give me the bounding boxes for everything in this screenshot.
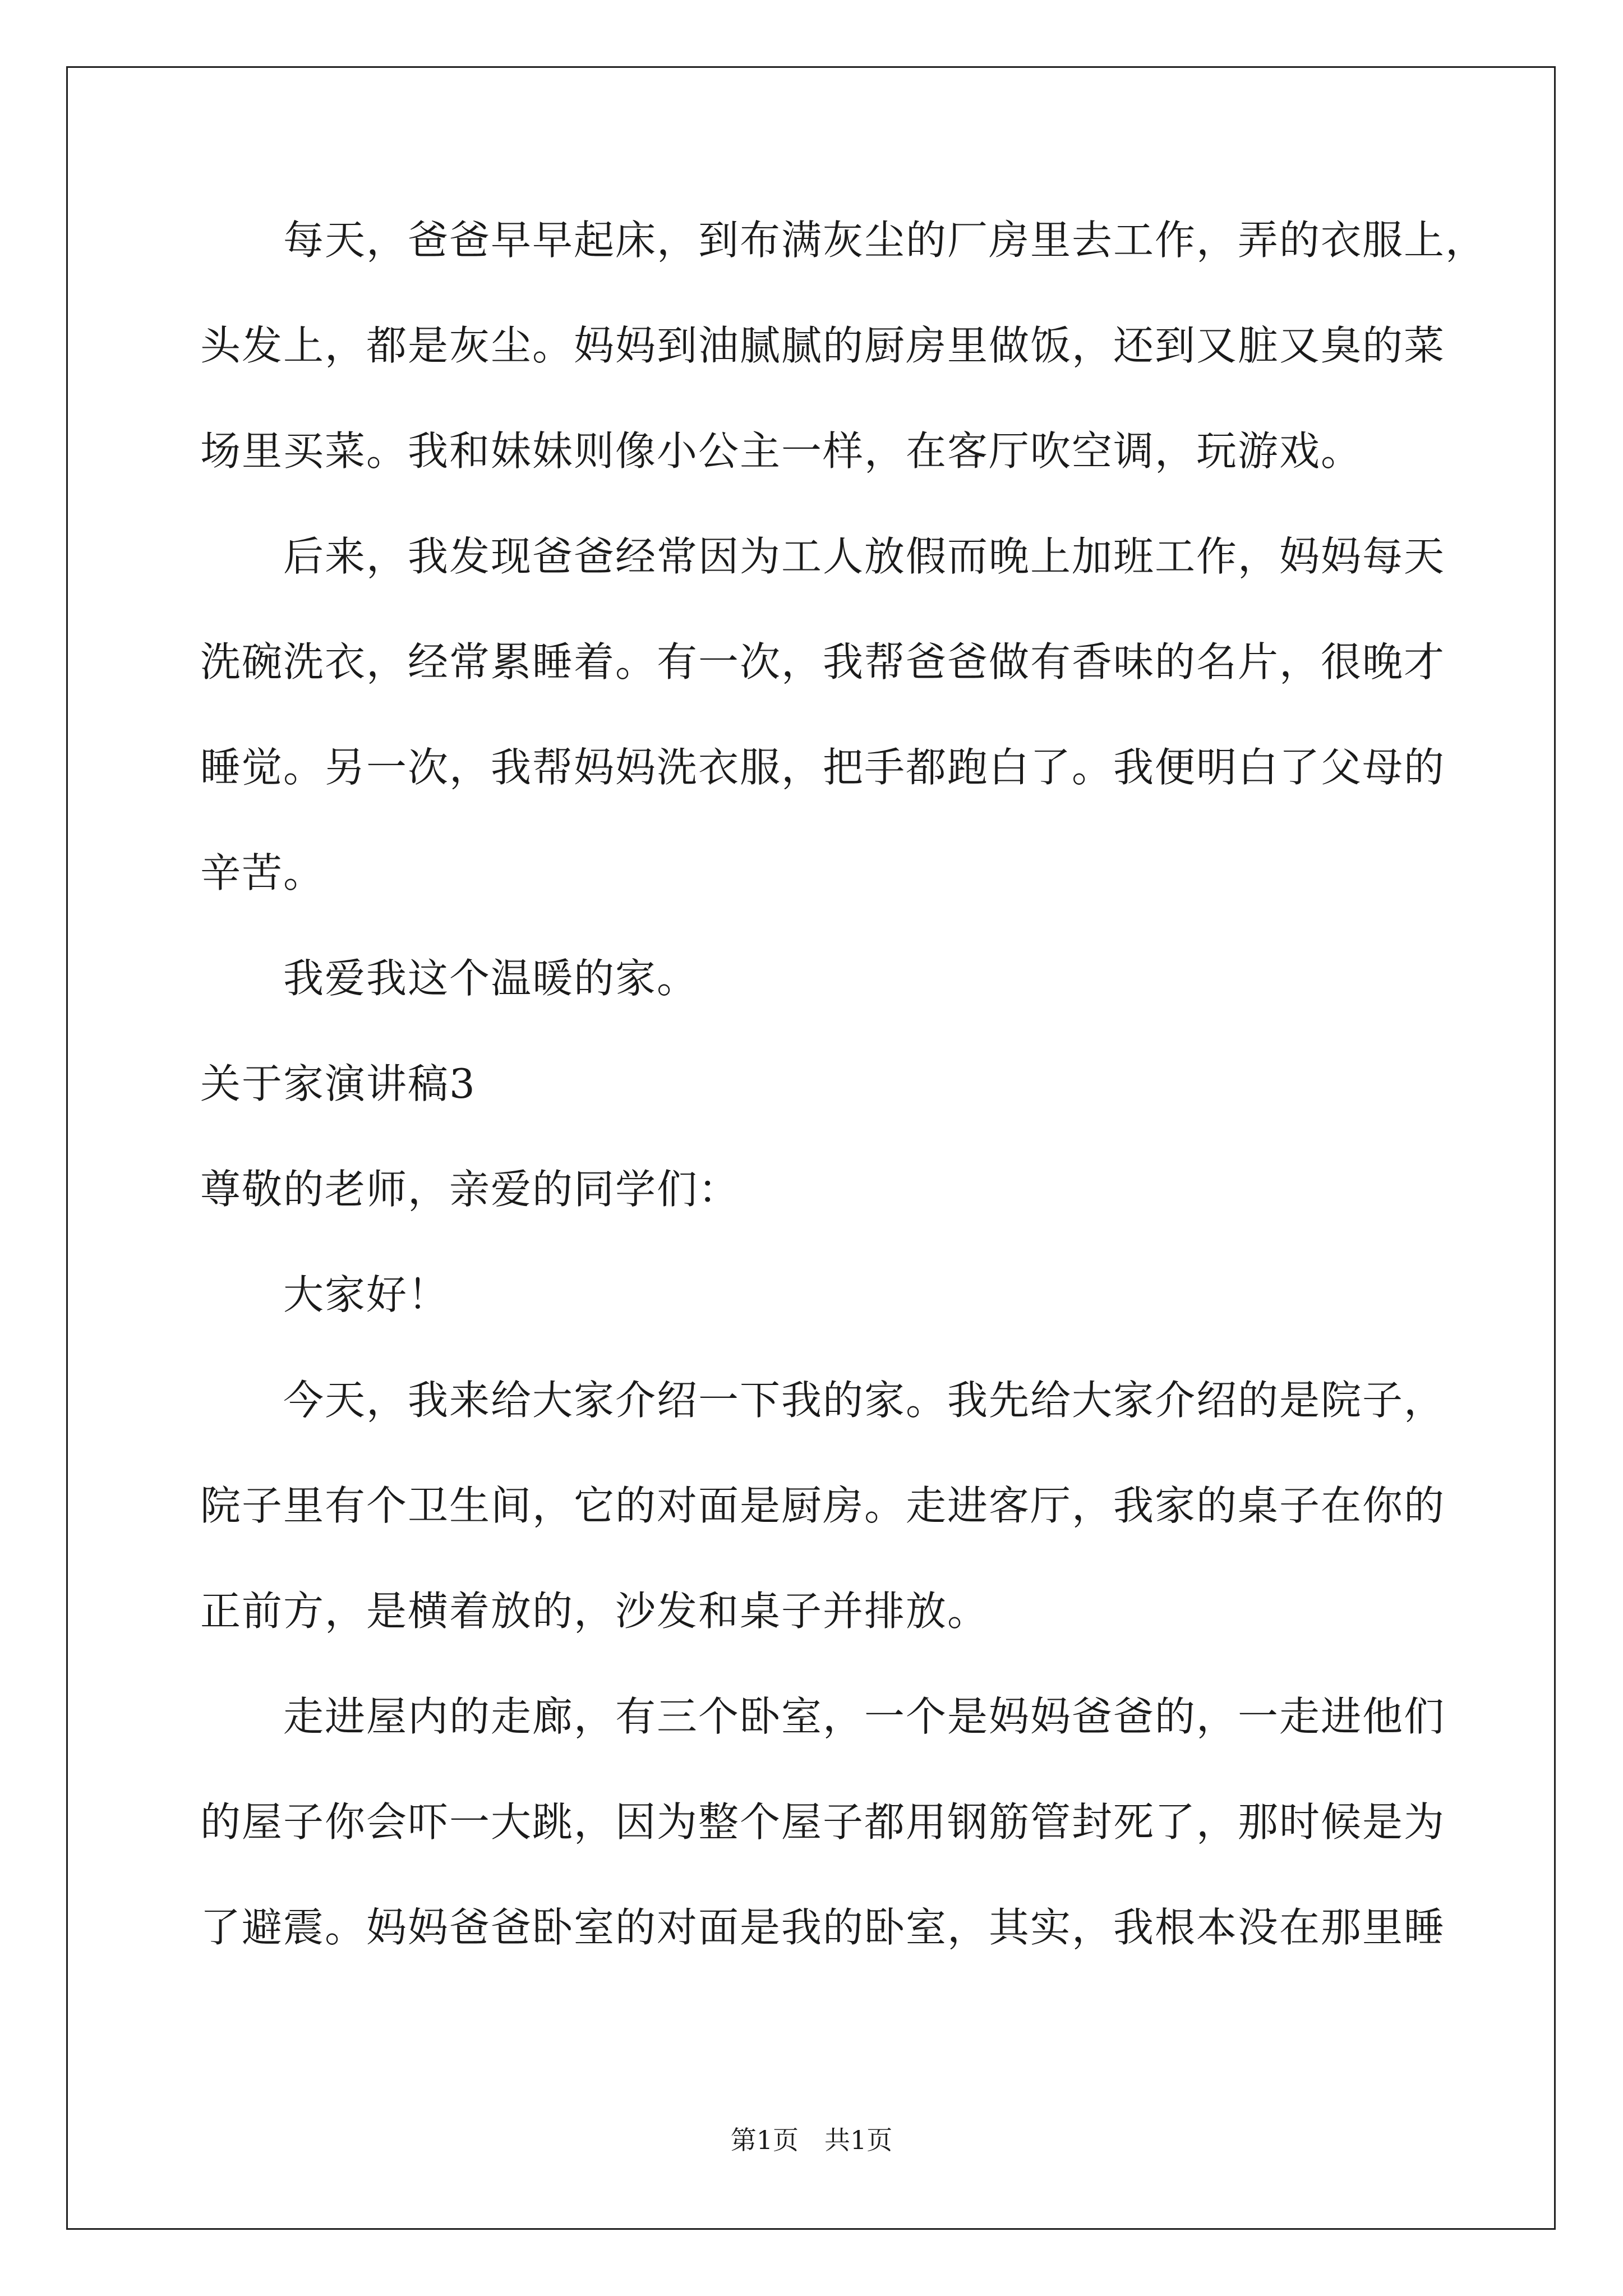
text-line: 了避震。妈妈爸爸卧室的对面是我的卧室，其实，我根本没在那里睡 bbox=[200, 1904, 1446, 1951]
section-heading: 关于家演讲稿3 bbox=[200, 1060, 476, 1107]
text-line: 今天，我来给大家介绍一下我的家。我先给大家介绍的是院子， bbox=[200, 1377, 1446, 1424]
text-line: 睡觉。另一次，我帮妈妈洗衣服，把手都跑白了。我便明白了父母的 bbox=[200, 744, 1446, 791]
text-line: 辛苦。 bbox=[200, 849, 325, 896]
text-line: 我爱我这个温暖的家。 bbox=[200, 955, 699, 1002]
text-line: 后来，我发现爸爸经常因为工人放假而晚上加班工作，妈妈每天 bbox=[200, 533, 1446, 580]
text-line: 头发上，都是灰尘。妈妈到油腻腻的厨房里做饭，还到又脏又臭的菜 bbox=[200, 322, 1446, 369]
page-number-footer: 第1页 共1页 bbox=[730, 2125, 893, 2155]
text-line: 走进屋内的走廊，有三个卧室，一个是妈妈爸爸的，一走进他们 bbox=[200, 1693, 1446, 1740]
salutation: 尊敬的老师，亲爱的同学们： bbox=[200, 1166, 740, 1213]
text-line: 的屋子你会吓一大跳，因为整个屋子都用钢筋管封死了，那时候是为 bbox=[200, 1798, 1446, 1846]
text-line: 每天，爸爸早早起床，到布满灰尘的厂房里去工作，弄的衣服上， bbox=[200, 217, 1487, 264]
text-line: 正前方，是横着放的，沙发和桌子并排放。 bbox=[200, 1588, 989, 1635]
text-line: 洗碗洗衣，经常累睡着。有一次，我帮爸爸做有香味的名片，很晚才 bbox=[200, 638, 1446, 685]
text-line: 院子里有个卫生间，它的对面是厨房。走进客厅，我家的桌子在你的 bbox=[200, 1482, 1446, 1529]
greeting: 大家好！ bbox=[200, 1271, 450, 1318]
text-line: 场里买菜。我和妹妹则像小公主一样，在客厅吹空调，玩游戏。 bbox=[200, 427, 1363, 475]
